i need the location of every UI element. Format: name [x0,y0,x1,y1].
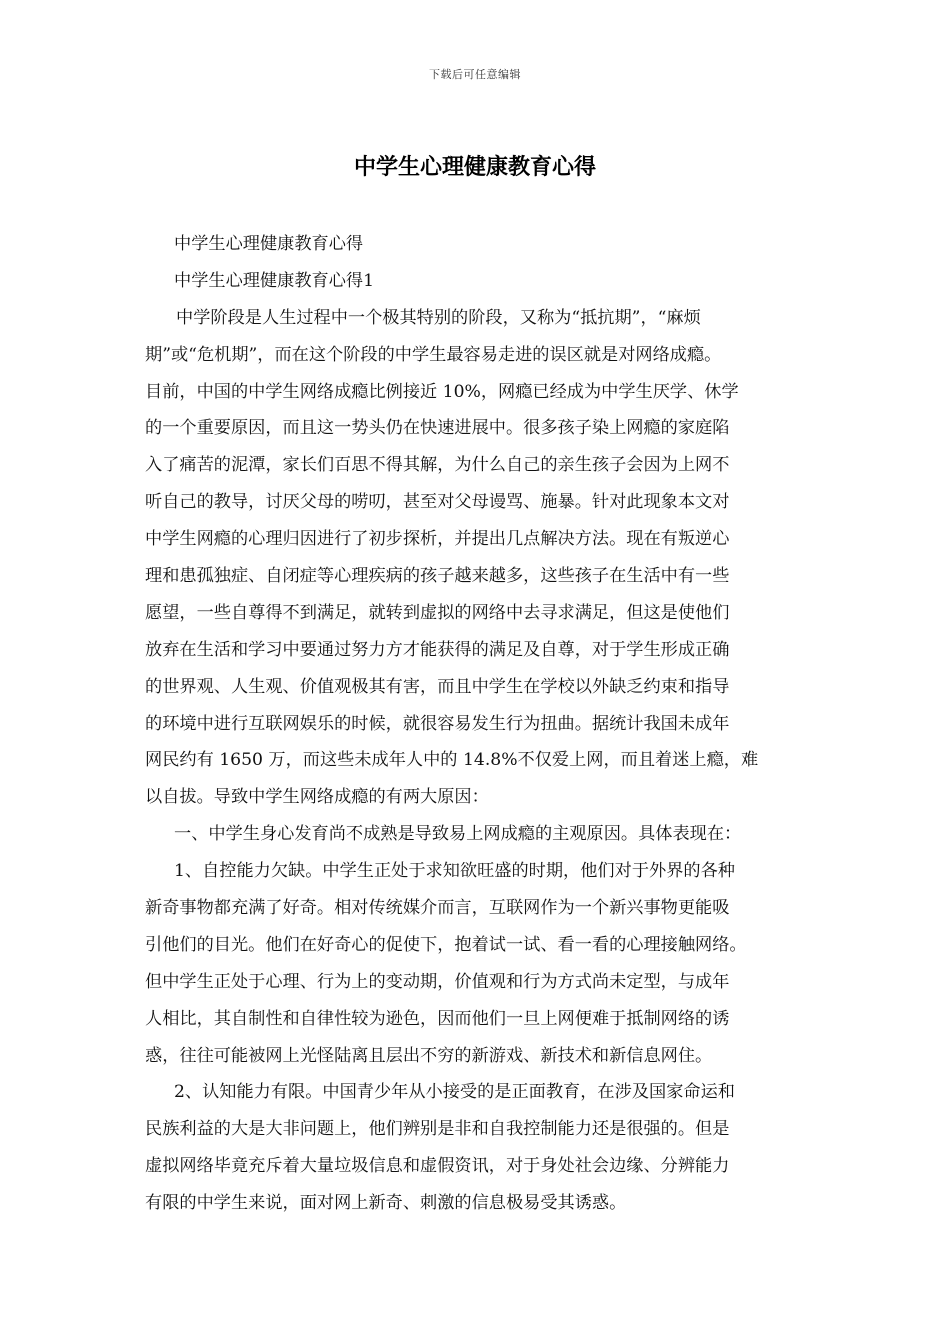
text-line: 目前，中国的中学生网络成瘾比例接近 10%，网瘾已经成为中学生厌学、休学 [145,381,739,402]
text-line: 一、中学生身心发育尚不成熟是导致易上网成瘾的主观原因。具体表现在： [174,824,742,845]
text-line: 放弃在生活和学习中要通过努力方才能获得的满足及自尊，对于学生形成正确 [145,639,730,660]
text-line: 1、自控能力欠缺。中学生正处于求知欲旺盛的时期，他们对于外界的各种 [174,861,735,882]
text-line: 理和患孤独症、自闭症等心理疾病的孩子越来越多，这些孩子在生活中有一些 [145,566,730,587]
text-line: 听自己的教导，讨厌父母的唠叨，甚至对父母谩骂、施暴。针对此现象本文对 [145,492,730,513]
text-line: 中学生心理健康教育心得1 [174,270,374,291]
document-body [145,226,817,1222]
text-line: 新奇事物都充满了好奇。相对传统媒介而言，互联网作为一个新兴事物更能吸 [145,898,730,919]
text-line: 的环境中进行互联网娱乐的时候，就很容易发生行为扭曲。据统计我国未成年 [145,713,730,734]
text-line: 但中学生正处于心理、行为上的变动期，价值观和行为方式尚未定型，与成年 [145,971,730,992]
text-line: 的世界观、人生观、价值观极其有害，而且中学生在学校以外缺乏约束和指导 [145,676,730,697]
text-line: 引他们的目光。他们在好奇心的促使下，抱着试一试、看一看的心理接触网络。 [145,934,747,955]
header-note: 下载后可任意编辑 [429,68,521,81]
text-line: 2、认知能力有限。中国青少年从小接受的是正面教育，在涉及国家命运和 [174,1082,735,1103]
text-line: 中学生心理健康教育心得 [174,234,364,254]
text-line: 期”或“危机期”，而在这个阶段的中学生最容易走进的误区就是对网络成瘾。 [145,344,722,365]
text-line: 以自拔。导致中学生网络成瘾的有两大原因： [145,787,489,808]
text-line: 网民约有 1650 万，而这些未成年人中的 14.8%不仅爱上网，而且着迷上瘾，难 [145,750,759,771]
text-line: 愿望，一些自尊得不到满足，就转到虚拟的网络中去寻求满足，但这是使他们 [145,602,730,623]
document-title: 中学生心理健康教育心得 [353,154,596,180]
text-line: 民族利益的大是大非问题上，他们辨别是非和自我控制能力还是很强的。但是 [145,1119,730,1140]
text-line: 中学阶段是人生过程中一个极其特别的阶段，又称为“抵抗期”，“麻烦 [176,307,701,328]
text-line: 有限的中学生来说，面对网上新奇、刺激的信息极易受其诱惑。 [145,1193,627,1214]
text-line: 惑，往往可能被网上光怪陆离且层出不穷的新游戏、新技术和新信息网住。 [145,1045,713,1066]
text-line: 的一个重要原因，而且这一势头仍在快速进展中。很多孩子染上网瘾的家庭陷 [145,418,730,439]
text-line: 虚拟网络毕竟充斥着大量垃圾信息和虚假资讯，对于身处社会边缘、分辨能力 [145,1156,730,1177]
text-line: 入了痛苦的泥潭，家长们百思不得其解，为什么自己的亲生孩子会因为上网不 [145,455,730,476]
text-line: 中学生网瘾的心理归因进行了初步探析，并提出几点解决方法。现在有叛逆心 [145,529,730,550]
text-line: 人相比，其自制性和自律性较为逊色，因而他们一旦上网便难于抵制网络的诱 [145,1008,730,1029]
